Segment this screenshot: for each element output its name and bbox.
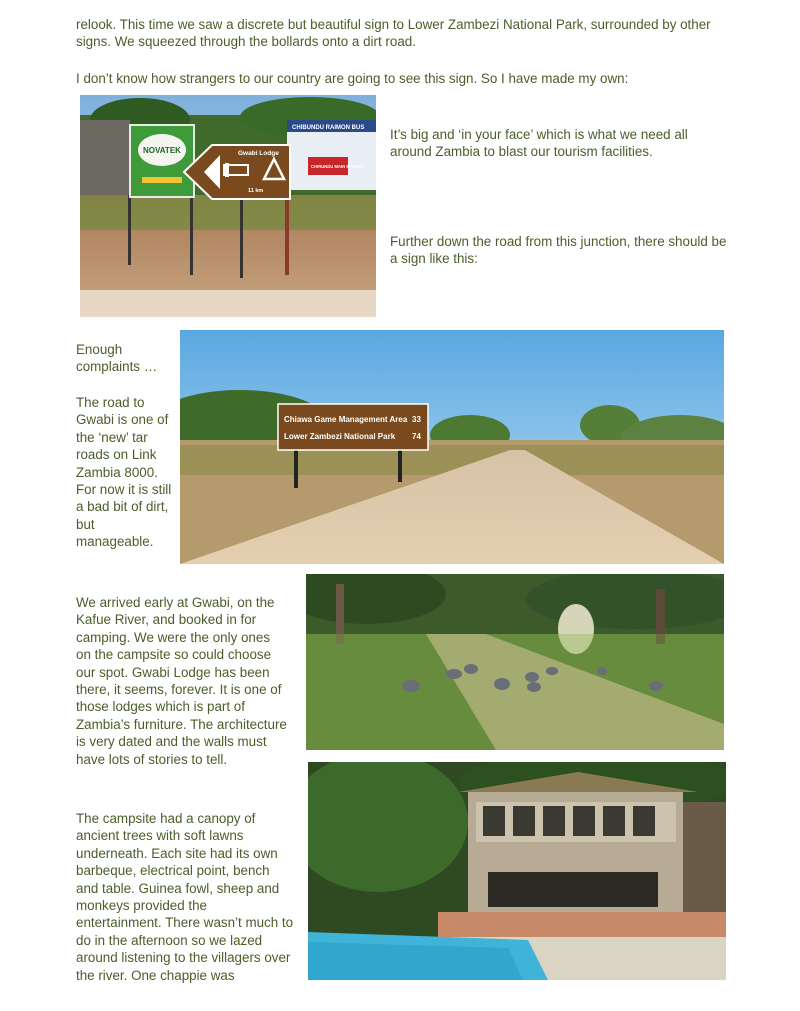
paragraph-enough-complaints: Enough complaints … [76,342,158,375]
sign-row2-name: Lower Zambezi National Park [284,432,396,441]
campsite-lawn-image [306,574,724,750]
paragraph-road-to-gwabi: The road to Gwabi is one of the ‘new’ tar roads on Link Zambia 8000. For now it is still a bad bit of dirt, but manageable. [76,395,172,550]
paragraph-own-sign: I don’t know how strangers to our country are going to see this sign. So I have made my own: [76,71,629,86]
junction-signs-image [80,95,376,317]
red-sign-text: CHIRUNDU MAIN MARKET [311,164,365,169]
photo-guinea-fowl-campsite [306,574,724,750]
lodge-pool-image [308,762,726,980]
photo-dirt-road-sign [180,330,724,564]
photo-gwabi-lodge-pool [308,762,726,980]
paragraph-arrived-gwabi: We arrived early at Gwabi, on the Kafue River, and booked in for camping. We were the only ones on the campsite so could choose our spot. Gwabi Lodge has been there, it seems, forever. It is one of those lodges which is part of Zambia’s furniture. The architecture is very dated and the walls must have lots of stories to tell. [76,595,287,767]
lodge-sign-title: Gwabi Lodge [238,150,279,157]
lodge-sign-distance: 11 km [248,188,264,194]
paragraph-intro: relook. This time we saw a discrete but beautiful sign to Lower Zambezi National Park, surrounded by other signs. We squeezed through the bollards onto a dirt road. [76,17,711,50]
paragraph-campsite: The campsite had a canopy of ancient trees with soft lawns underneath. Each site had its own barbeque, electrical point, bench and table. Guinea fowl, sheep and monkeys provided the entertainment. There wasn’t much to do in the afternoon so we lazed around listening to the villagers over the river. One chappie was [76,811,294,983]
dirt-road-image [180,330,724,564]
novatek-logo-text: NOVATEK [143,146,181,155]
sign-row1-name: Chiawa Game Management Area [284,415,408,424]
sign-row1-km: 33 [412,415,421,424]
paragraph-further-down: Further down the road from this junction, there should be a sign like this: [390,234,727,267]
sign-row2-km: 74 [412,432,421,441]
paragraph-in-your-face: It’s big and ‘in your face’ which is what we need all around Zambia to blast our tourism facilities. [390,127,688,160]
photo-junction-signs [80,95,376,317]
billboard-text: CHIBUNDU RAIMON BUS [292,125,365,131]
